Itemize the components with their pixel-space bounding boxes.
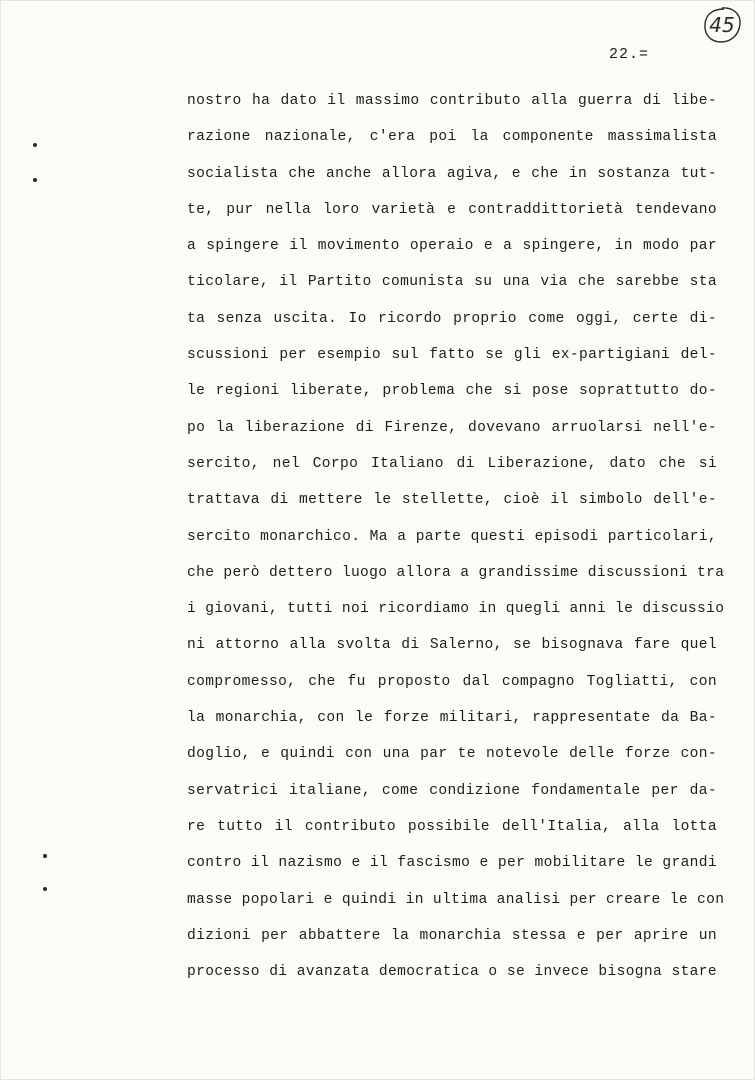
text-line: te, pur nella loro varietà e contraddittorietà tendevano bbox=[187, 201, 717, 218]
text-line: re tutto il contributo possibile dell'Italia, alla lotta bbox=[187, 818, 717, 835]
text-line: socialista che anche allora agiva, e che in sostanza tut- bbox=[187, 165, 717, 182]
text-line: a spingere il movimento operaio e a spingere, in modo par bbox=[187, 238, 717, 255]
margin-dot bbox=[33, 143, 37, 147]
text-line: trattava di mettere le stellette, cioè il simbolo dell'e- bbox=[187, 492, 717, 509]
text-line: servatrici italiane, come condizione fondamentale per da- bbox=[187, 782, 717, 799]
margin-dot bbox=[43, 887, 47, 891]
margin-dot bbox=[33, 178, 37, 182]
text-line: compromesso, che fu proposto dal compagno Togliatti, con bbox=[187, 673, 717, 690]
text-line: razione nazionale, c'era poi la componente massimalista bbox=[187, 129, 717, 146]
text-line: sercito, nel Corpo Italiano di Liberazione, dato che si bbox=[187, 455, 717, 472]
text-line: i giovani, tutti noi ricordiamo in quegli anni le discussio bbox=[187, 601, 725, 618]
stamp-number: 45 bbox=[709, 13, 735, 37]
text-line: che però dettero luogo allora a grandissime discussioni tra bbox=[187, 564, 725, 581]
text-line: ni attorno alla svolta di Salerno, se bisognava fare quel bbox=[187, 637, 717, 654]
circled-number-icon bbox=[702, 6, 742, 44]
body-text bbox=[187, 90, 725, 997]
text-line: doglio, e quindi con una par te notevole delle forze con- bbox=[187, 746, 717, 763]
text-line: processo di avanzata democratica o se invece bisogna stare bbox=[187, 964, 717, 981]
text-line: la monarchia, con le forze militari, rappresentate da Ba- bbox=[187, 710, 717, 727]
archive-stamp bbox=[702, 6, 742, 44]
text-line: ticolare, il Partito comunista su una via che sarebbe sta bbox=[187, 274, 717, 291]
text-line: sercito monarchico. Ma a parte questi episodi particolari, bbox=[187, 528, 717, 545]
text-line: contro il nazismo e il fascismo e per mobilitare le grandi bbox=[187, 855, 717, 872]
margin-dot bbox=[43, 854, 47, 858]
text-line: le regioni liberate, problema che si pose soprattutto do- bbox=[187, 383, 717, 400]
text-line: masse popolari e quindi in ultima analisi per creare le con bbox=[187, 891, 725, 908]
text-line: po la liberazione di Firenze, dovevano arruolarsi nell'e- bbox=[187, 419, 717, 436]
text-line: scussioni per esempio sul fatto se gli ex-partigiani del- bbox=[187, 347, 717, 364]
text-line: nostro ha dato il massimo contributo alla guerra di libe- bbox=[187, 93, 717, 109]
text-line: ta senza uscita. Io ricordo proprio come oggi, certe di- bbox=[187, 310, 717, 327]
text-line: dizioni per abbattere la monarchia stessa e per aprire un bbox=[187, 927, 717, 944]
page-number: 22.= bbox=[609, 46, 650, 63]
